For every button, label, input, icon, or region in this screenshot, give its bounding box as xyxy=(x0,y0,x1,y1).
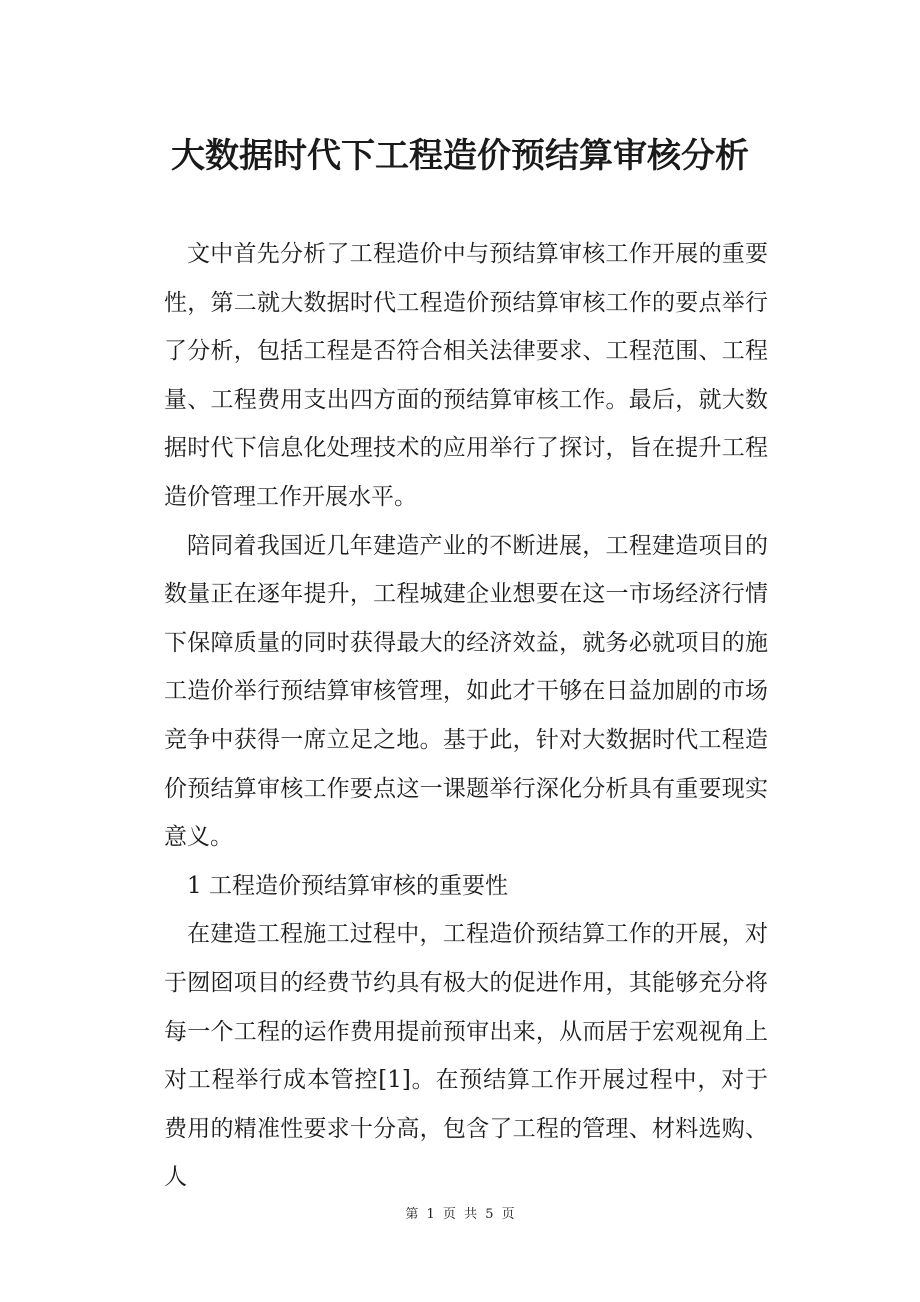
paragraph-introduction: 陪同着我国近几年建造产业的不断进展，工程建造项目的数量正在逐年提升，工程城建企业想要在这一市场经济行情下保障质量的同时获得最大的经济效益，就务必就项目的施工造价举行预结算审核管理，如此才干够在日益加剧的市场竞争中获得一席立足之地。基于此，针对大数据时代工程造价预结算审核工作要点这一课题举行深化分析具有重要现实意义。 xyxy=(164,532,768,851)
footer-label-page: 页 xyxy=(442,1207,456,1222)
paragraph-section-1: 在建造工程施工过程中，工程造价预结算工作的开展，对于囫囵项目的经费节约具有极大的促进作用，其能够充分将每一个工程的运作费用提前预审出来，从而居于宏观视角上对工程举行成本管控[1]。在预结算工作开展过程中，对于费用的精准性要求十分高，包含了工程的管理、材料选购、人 xyxy=(164,921,768,1191)
footer-label-prefix: 第 xyxy=(405,1207,419,1222)
footer-total-pages: 5 xyxy=(485,1207,494,1222)
footer-label-total: 共 xyxy=(464,1207,478,1222)
footer-label-suffix: 页 xyxy=(501,1207,515,1222)
footer-current-page: 1 xyxy=(426,1207,435,1222)
page-footer xyxy=(0,1205,920,1225)
section-heading-1: 1 工程造价预结算审核的重要性 xyxy=(187,872,508,899)
document-title: 大数据时代下工程造价预结算审核分析 xyxy=(171,136,749,176)
document-body xyxy=(164,230,768,1202)
paragraph-abstract: 文中首先分析了工程造价中与预结算审核工作开展的重要性，第二就大数据时代工程造价预结算审核工作的要点举行了分析，包括工程是否符合相关法律要求、工程范围、工程量、工程费用支出四方面的预结算审核工作。最后，就大数据时代下信息化处理技术的应用举行了探讨，旨在提升工程造价管理工作开展水平。 xyxy=(164,241,768,510)
